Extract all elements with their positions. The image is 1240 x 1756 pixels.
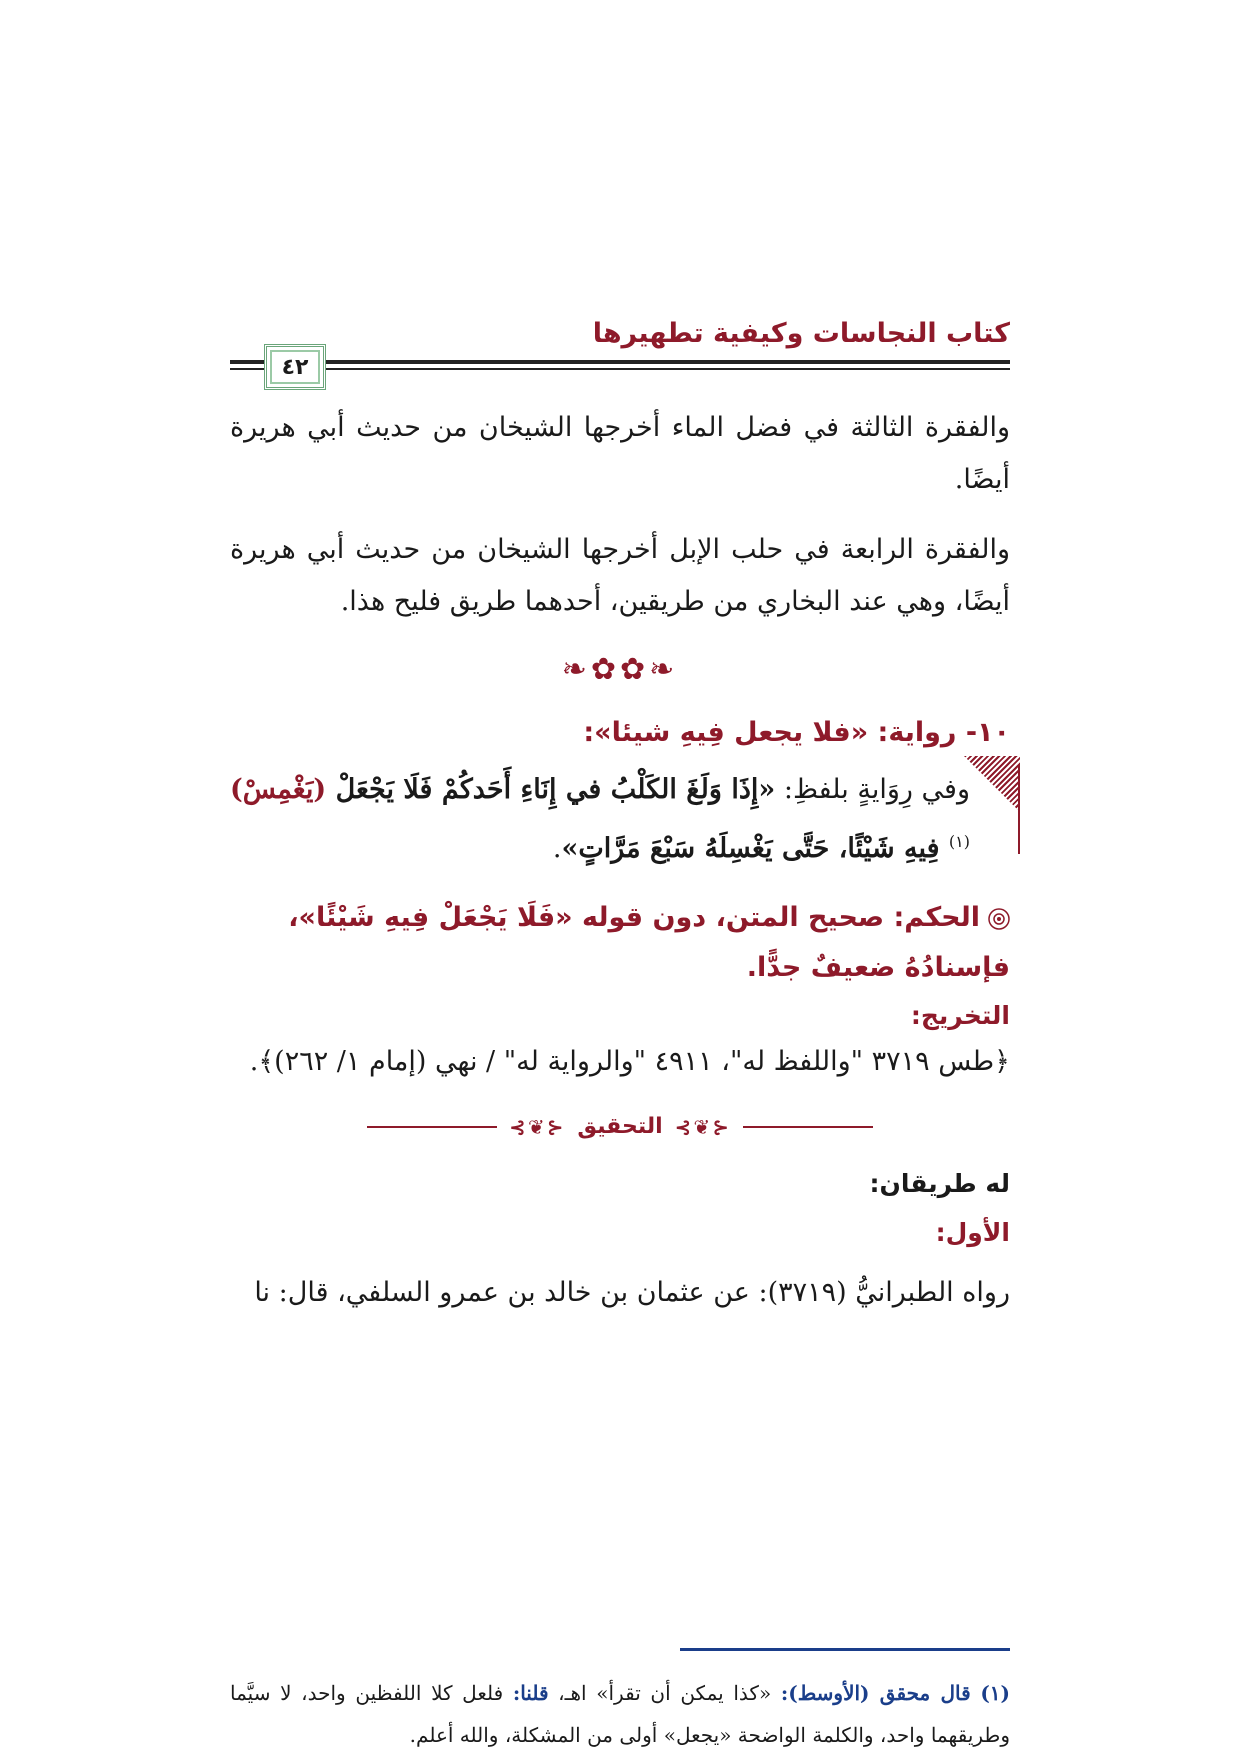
tahqiq-label: التحقيق [577,1114,663,1139]
footnote-we-said: قلنا: [512,1681,549,1705]
banner-line-left [367,1126,497,1128]
banner-line-right [743,1126,873,1128]
first-heading: الأول: [935,1218,1010,1247]
takhrij-label: التخريج: [910,1001,1010,1030]
footnote-ref[interactable]: (١) [948,832,970,851]
header-rule-thick [230,360,1010,364]
divider-ornament: ❧✿✿❧ [561,652,679,687]
corner-line [1018,764,1020,854]
page-header [230,300,1010,390]
ruling [230,893,1010,993]
hadith-quote [230,764,1010,875]
flourish-left-icon: ⊰❦⊱ [509,1114,566,1139]
tahqiq-banner [230,1114,1010,1139]
hadith-text-2: فِيهِ شَيْئًا، حَتَّى يَغْسِلَهُ سَبْعَ مَرَّاتٍ» [561,833,949,864]
hadith-end: . [552,833,562,864]
page [230,300,1011,1747]
book-title: كتاب النجاسات وكيفية تطهيرها [592,318,1010,349]
hadith-paragraph [230,764,970,875]
hadith-variant: (يَغْمِسْ) [230,774,327,805]
section-title: ١٠- رواية: «فلا يجعل فِيهِ شيئا»: [583,717,1010,748]
footnote [230,1672,1010,1756]
ways-heading: له طريقان: [869,1169,1010,1198]
header-rule-thin [230,368,1010,370]
paragraph-fourth: والفقرة الرابعة في حلب الإبل أخرجها الشيخان من حديث أبي هريرة أيضًا، وهي عند البخاري من طريقين، أحدهما طريق فليح هذا. [230,534,1010,617]
ruling-label: الحكم: [893,902,980,933]
flourish-right-icon: ⊰❦⊱ [674,1114,731,1139]
footnote-number: (١) [980,1681,1011,1705]
hadith-intro: وفي رِوَايةٍ بلفظِ: [775,774,970,805]
footnote-quote: «كذا يمكن أن تقرأ» اهـ، [548,1681,781,1705]
ruling-text: صحيح المتن، دون قوله «فَلَا يَجْعَلْ فِيهِ شَيْئًا»، فإسنادُهُ ضعيفٌ جدًّا. [288,902,1010,983]
paragraph-third: والفقرة الثالثة في فضل الماء أخرجها الشيخان من حديث أبي هريرة أيضًا. [230,412,1011,495]
footnote-text: فلعل كلا اللفظين واحد، لا سيَّما وطريقهما واحد، والكلمة الواضحة «يجعل» أولى من المشكلة، والله أعلم. [230,1681,1010,1747]
page-number: ٤٢ [264,344,326,390]
hadith-text-1: «إِذَا وَلَغَ الكَلْبُ في إِنَاءِ أَحَدكُمْ فَلَا يَجْعَلْ [326,774,776,805]
corner-ornament-icon [964,756,1020,812]
footnote-rule [680,1648,1010,1651]
rosette-icon [988,908,1010,930]
footnote-source: قال محقق (الأوسط): [780,1681,971,1705]
takhrij-text: ﴿طس ٣٧١٩ "واللفظ له"، ٤٩١١ "والرواية له" / نهي (إمام ١/ ٢٦٢)﴾. [249,1046,1010,1077]
analysis-text: رواه الطبرانيُّ (٣٧١٩): عن عثمان بن خالد بن عمرو السلفي، قال: نا [254,1277,1010,1308]
